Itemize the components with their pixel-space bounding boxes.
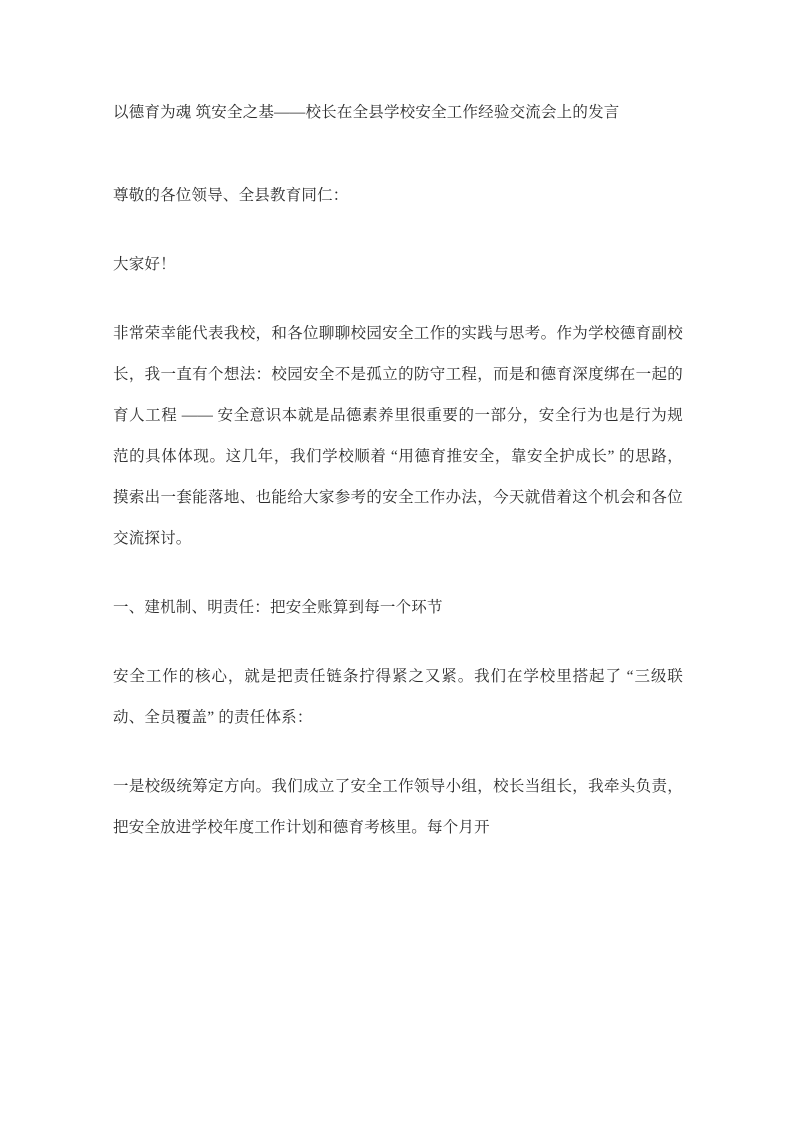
document-body	[113, 92, 683, 848]
greeting: 大家好！	[113, 256, 176, 273]
section-one-point-one: 一是校级统筹定方向。我们成立了安全工作领导小组，校长当组长，我牵头负责，把安全放进学校年度工作计划和德育考核里。每个月开	[113, 778, 683, 836]
opening-paragraph: 非常荣幸能代表我校，和各位聊聊校园安全工作的实践与思考。作为学校德育副校长，我一直有个想法：校园安全不是孤立的防守工程，而是和德育深度绑在一起的育人工程 —— 安全意识本就是品德素养里很重要的一部分，安全行为也是行为规范的具体体现。这几年，我们学校顺着 “用德育推安全，靠安全护成长” 的思路，摸索出一套能落地、也能给大家参考的安全工作办法，今天就借着这个机会和各位交流探讨。	[113, 325, 683, 547]
salutation: 尊敬的各位领导、全县教育同仁：	[113, 187, 349, 204]
section-one-intro: 安全工作的核心，就是把责任链条拧得紧之又紧。我们在学校里搭起了 “三级联动、全员覆盖” 的责任体系：	[113, 668, 683, 726]
section-heading-one: 一、建机制、明责任：把安全账算到每一个环节	[113, 599, 443, 616]
document-title: 以德育为魂 筑安全之基——校长在全县学校安全工作经验交流会上的发言	[113, 104, 620, 121]
